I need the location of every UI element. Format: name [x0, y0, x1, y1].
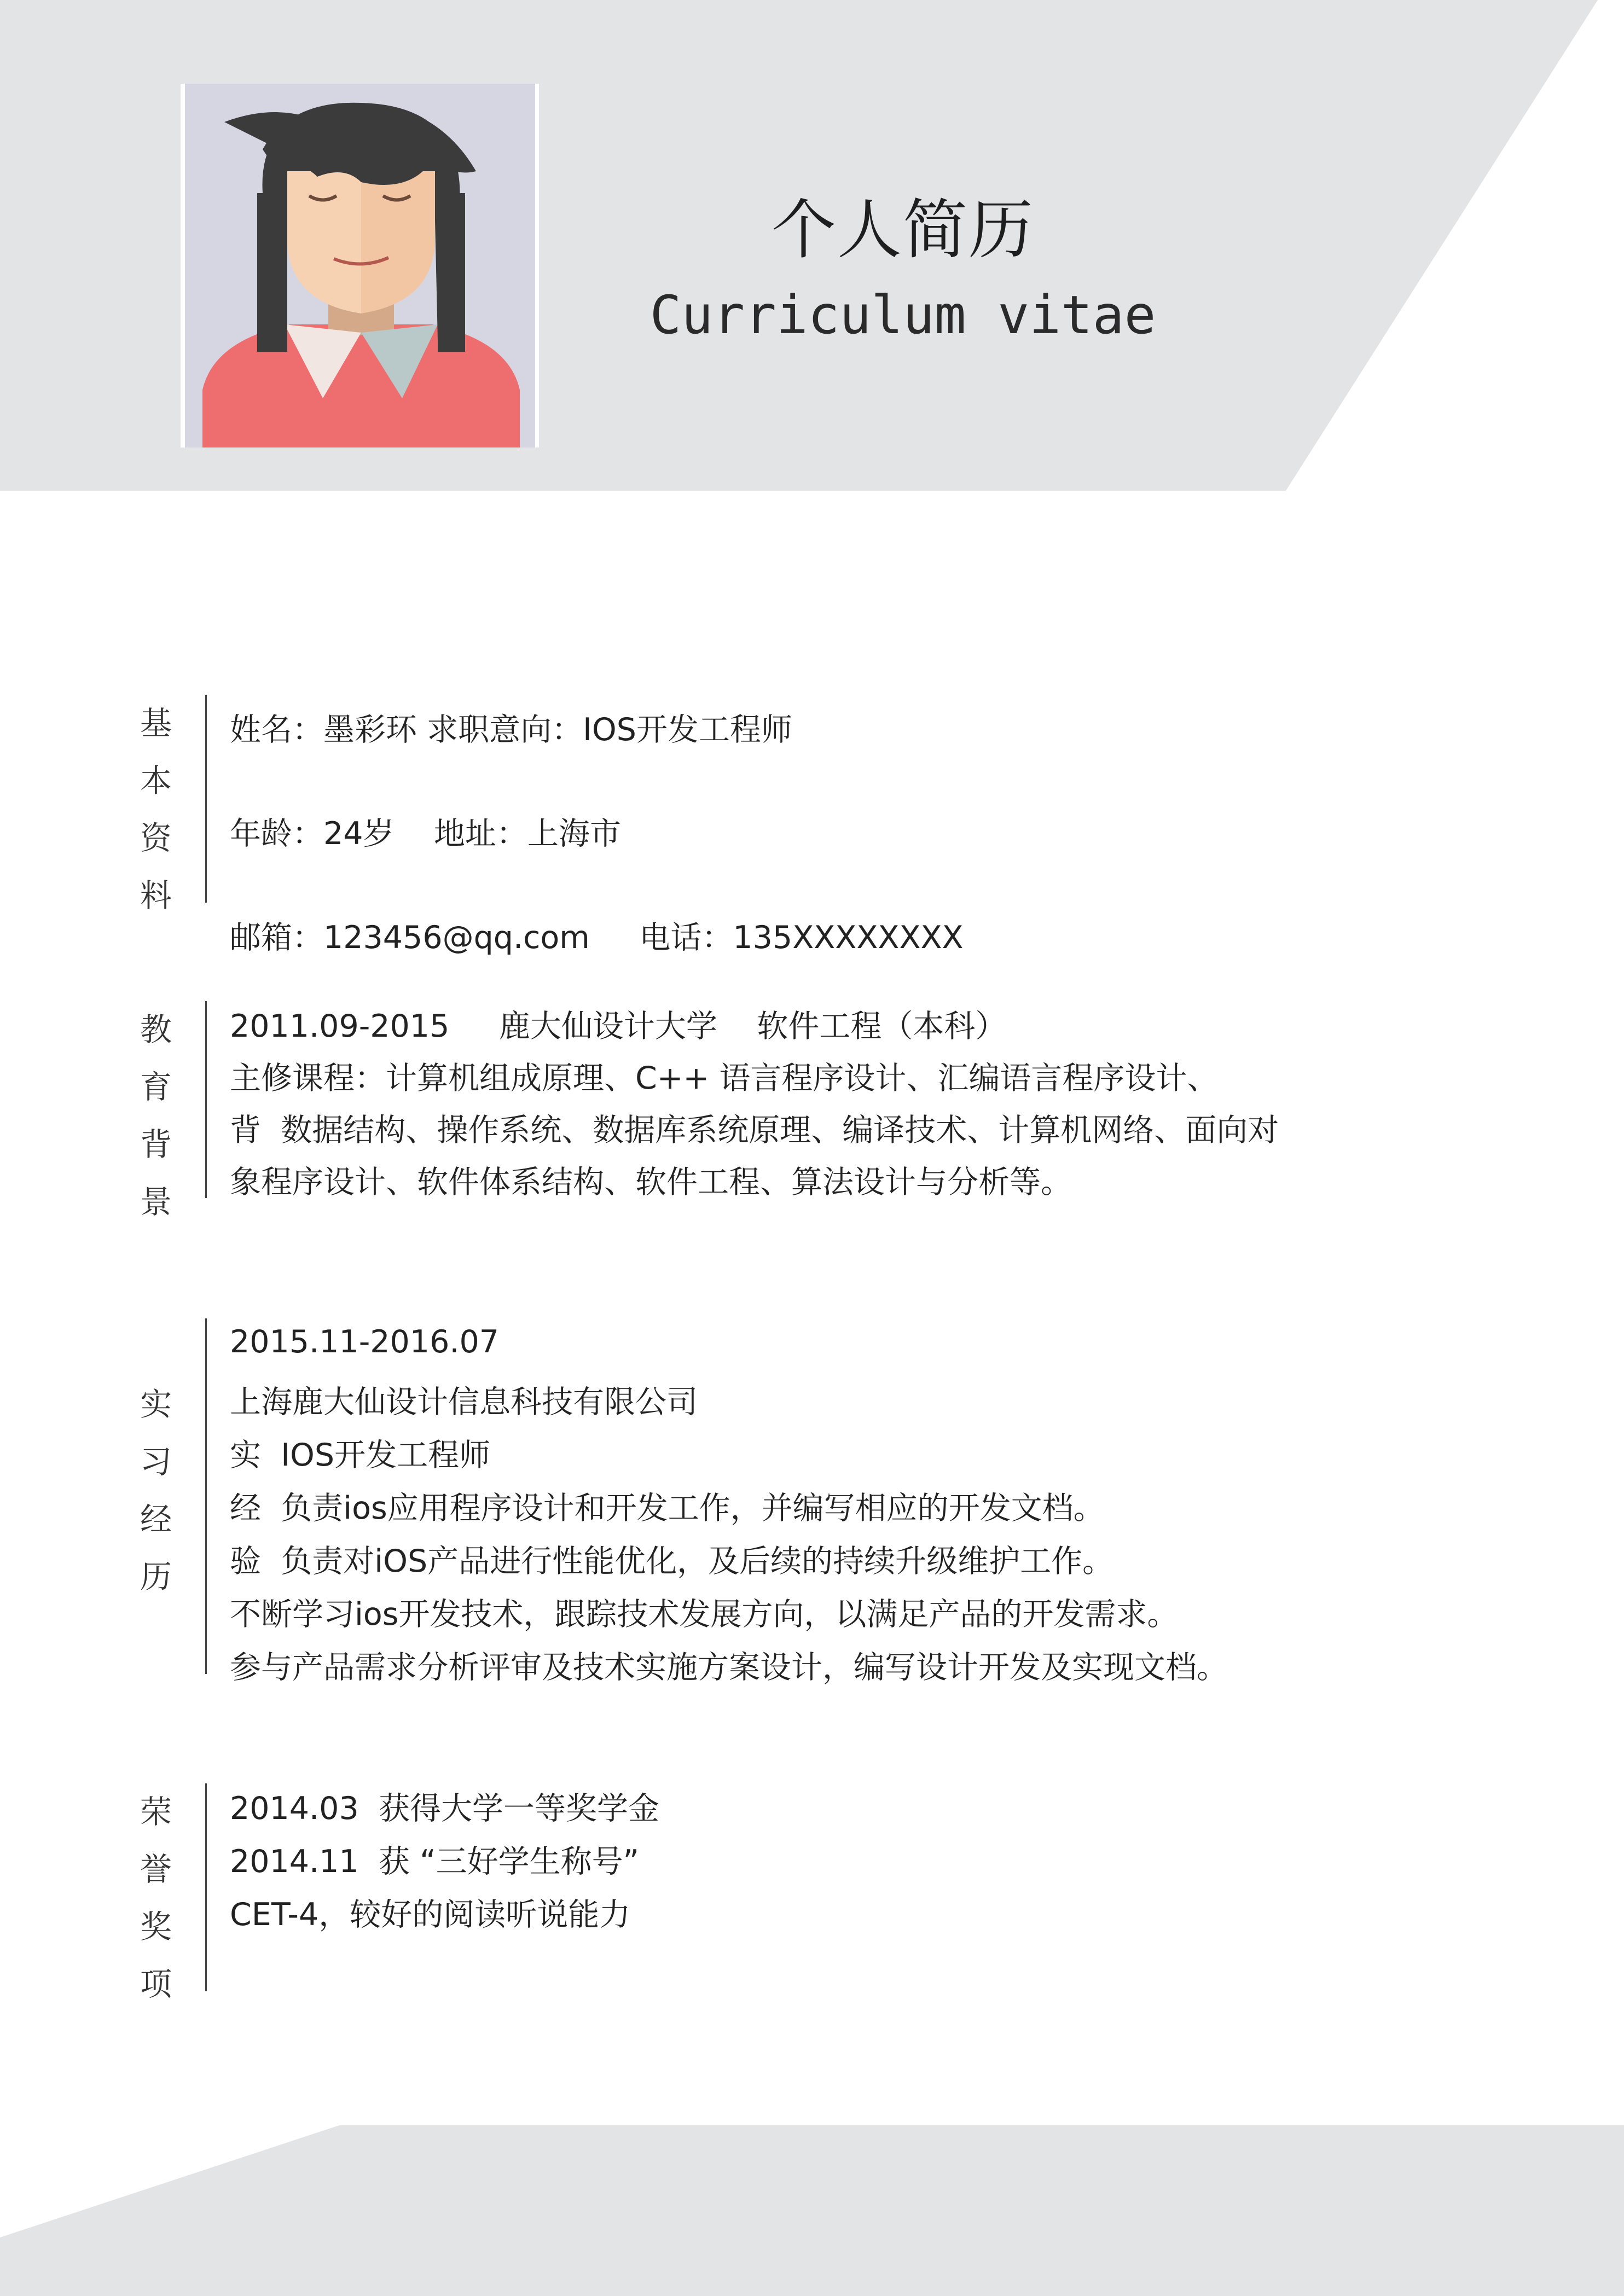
- section-label-basic: [137, 695, 175, 925]
- section-label-char: 基: [140, 705, 172, 742]
- section-label-char: 奖: [140, 1908, 172, 1945]
- section-divider: [205, 695, 207, 903]
- honor-row: CET-4，较好的阅读听说能力: [230, 1897, 631, 1933]
- section-label-char: 经: [140, 1501, 172, 1538]
- section-label-char: 景: [140, 1183, 172, 1220]
- footer-banner: [0, 2125, 1624, 2296]
- education-row: 2011.09-2015 鹿大仙设计大学 软件工程（本科）: [230, 1008, 1007, 1044]
- section-label-char: 荣: [140, 1793, 172, 1830]
- internship-row: 经 负责ios应用程序设计和开发工作，并编写相应的开发文档。: [230, 1490, 1105, 1526]
- info-row: 姓名：墨彩环 求职意向：IOS开发工程师: [230, 712, 792, 748]
- education-row: 主修课程：计算机组成原理、C++ 语言程序设计、汇编语言程序设计、: [230, 1060, 1219, 1096]
- section-label-char: 项: [140, 1966, 172, 2003]
- section-label-char: 本: [140, 762, 172, 799]
- section-label-char: 实: [140, 1386, 172, 1423]
- avatar-girl-red-sweater-icon: [181, 84, 539, 447]
- education-row: 背 数据结构、操作系统、数据库系统原理、编译技术、计算机网络、面向对: [230, 1112, 1279, 1148]
- section-divider: [205, 1783, 207, 1991]
- info-row: 年龄：24岁 地址：上海市: [230, 816, 622, 852]
- section-label-char: 教: [140, 1011, 172, 1048]
- education-row: 象程序设计、软件体系结构、软件工程、算法设计与分析等。: [230, 1164, 1072, 1200]
- page-subtitle: Curriculum vitae: [649, 284, 1156, 346]
- section-label-char: 历: [140, 1558, 172, 1595]
- internship-row: 上海鹿大仙设计信息科技有限公司: [230, 1384, 698, 1420]
- section-label-education: [137, 1001, 175, 1231]
- internship-row: 不断学习ios开发技术，跟踪技术发展方向，以满足产品的开发需求。: [230, 1596, 1179, 1632]
- honor-row: 2014.03 获得大学一等奖学金: [230, 1791, 659, 1827]
- section-label-char: 料: [140, 877, 172, 914]
- section-label-internship: [137, 1376, 175, 1606]
- page-title: 个人简历: [771, 192, 1034, 268]
- section-label-honors: [137, 1783, 175, 2013]
- honor-row: 2014.11 获 “三好学生称号”: [230, 1844, 640, 1880]
- internship-row: 参与产品需求分析评审及技术实施方案设计，编写设计开发及实现文档。: [230, 1649, 1228, 1685]
- section-divider: [205, 1001, 207, 1198]
- section-divider: [205, 1318, 207, 1674]
- internship-row: 2015.11-2016.07: [230, 1324, 499, 1360]
- section-label-char: 育: [140, 1068, 172, 1106]
- section-label-char: 习: [140, 1443, 172, 1480]
- internship-row: 验 负责对iOS产品进行性能优化，及后续的持续升级维护工作。: [230, 1543, 1114, 1579]
- section-label-char: 誉: [140, 1851, 172, 1888]
- section-label-char: 背: [140, 1126, 172, 1163]
- internship-row: 实 IOS开发工程师: [230, 1437, 491, 1473]
- section-label-char: 资: [140, 819, 172, 857]
- info-row: 邮箱：123456@qq.com 电话：135XXXXXXXX: [230, 920, 964, 956]
